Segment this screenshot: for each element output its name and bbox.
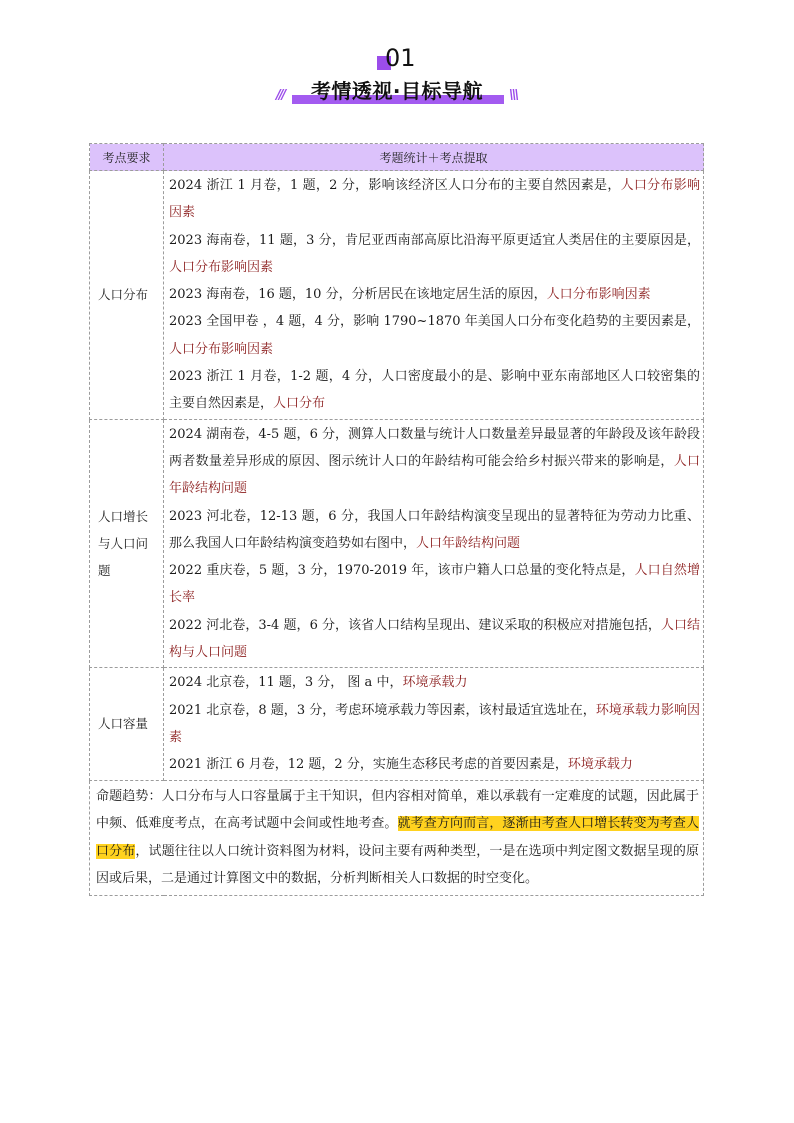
item-extract: 人口年龄结构问题: [416, 535, 521, 551]
exam-item: [169, 227, 700, 282]
trend-highlight: 就考查方向而言，逐渐由考查人口增长转变为考查人口分布: [96, 816, 699, 859]
title-deco-left: ///: [276, 88, 285, 103]
item-text: 2022 河北卷，3-4 题，6 分，该省人口结构呈现出、建议采取的积极应对措施包括，: [169, 617, 661, 633]
section-number: [377, 44, 417, 74]
item-text: 2023 河北卷，12-13 题，6 分，我国人口年龄结构演变呈现出的显著特征为劳动力比重、那么我国人口年龄结构演变趋势如右图中，: [169, 508, 700, 551]
exam-item: [169, 612, 700, 667]
trend-text: 命题趋势：人口分布与人口容量属于主干知识，但内容相对简单，难以承载有一定难度的试题，因此属于中频、低难度考点，在高考试题中会间或性地考查。: [96, 788, 699, 832]
section-number-text: 01: [385, 44, 416, 72]
exam-item: [169, 172, 700, 227]
exam-item: [169, 751, 700, 778]
exam-points-table: [89, 143, 704, 896]
item-text: 2023 海南卷，16 题，10 分，分析居民在该地定居生活的原因，: [169, 287, 547, 303]
header-cell-statistics: 考题统计＋考点提取: [164, 144, 704, 171]
item-extract: 人口分布影响因素: [169, 259, 274, 275]
page-title: 考情透视·目标导航: [310, 79, 484, 103]
content-cell: [164, 171, 704, 420]
title-deco-right: \\\: [509, 88, 518, 103]
item-text: 2023 全国甲卷 ，4 题，4 分，影响 1790~1870 年美国人口分布变化趋势的主要因素是，: [169, 314, 700, 330]
exam-item: [169, 557, 700, 612]
exam-item: [169, 421, 700, 503]
exam-item: [169, 503, 700, 558]
item-extract: 环境承载力: [567, 757, 633, 773]
trend-row: [90, 780, 704, 895]
trend-cell: [90, 780, 704, 895]
item-text: 2024 浙江 1 月卷，1 题，2 分，影响该经济区人口分布的主要自然因素是，: [169, 178, 621, 193]
item-extract: 人口年龄结构问题: [169, 453, 700, 497]
exam-item: [169, 669, 700, 696]
category-cell: 人口容量: [90, 668, 164, 780]
item-text: 2024 湖南卷，4-5 题，6 分，测算人口数量与统计人口数量差异最显著的年龄段及该年龄段两者数量差异形成的原因、图示统计人口的年龄结构可能会给乡村振兴带来的影响是，: [169, 426, 700, 469]
table-row: [90, 171, 704, 420]
content-cell: [164, 668, 704, 780]
exam-item: [169, 308, 700, 363]
content-cell: [164, 419, 704, 668]
exam-item: [169, 281, 700, 308]
exam-item: [169, 363, 700, 418]
table-row: [90, 419, 704, 668]
table-header-row: [90, 144, 704, 171]
item-text: 2023 海南卷，11 题，3 分，肯尼亚西南部高原比沿海平原更适宜人类居住的主要原因是，: [169, 232, 700, 248]
item-extract: 人口分布影响因素: [169, 178, 700, 221]
section-header: [0, 0, 794, 110]
trend-text-rest: ，试题往往以人口统计资料图为材料，设问主要有两种类型，一是在选项中判定图文数据呈现的原因或后果，二是通过计算图文中的数据，分析判断相关人口数据的时空变化。: [96, 843, 699, 887]
item-text: 2022 重庆卷，5 题，3 分，1970-2019 年，该市户籍人口总量的变化特点是，: [169, 563, 635, 579]
item-extract: 人口分布: [273, 396, 326, 412]
table-row: [90, 668, 704, 780]
item-extract: 人口分布影响因素: [169, 341, 274, 357]
item-extract: 人口自然增长率: [169, 563, 700, 606]
item-text: 2023 浙江 1 月卷，1-2 题，4 分，人口密度最小的是、影响中亚东南部地区人口较密集的主要自然因素是，: [169, 369, 700, 412]
item-extract: 人口结构与人口问题: [169, 617, 700, 661]
exam-item: [169, 697, 700, 752]
item-extract: 环境承载力: [402, 675, 468, 691]
item-text: 2021 北京卷，8 题，3 分，考虑环境承载力等因素，该村最适宜选址在，: [169, 702, 596, 718]
category-cell: 人口分布: [90, 171, 164, 420]
header-cell-requirement: 考点要求: [90, 144, 164, 171]
item-extract: 环境承载力影响因素: [169, 702, 700, 745]
item-text: 2024 北京卷，11 题，3 分， 图 a 中，: [169, 675, 403, 691]
category-cell: 人口增长与人口问题: [90, 419, 164, 668]
item-extract: 人口分布影响因素: [546, 287, 651, 303]
item-text: 2021 浙江 6 月卷，12 题，2 分，实施生态移民考虑的首要因素是，: [169, 757, 568, 773]
